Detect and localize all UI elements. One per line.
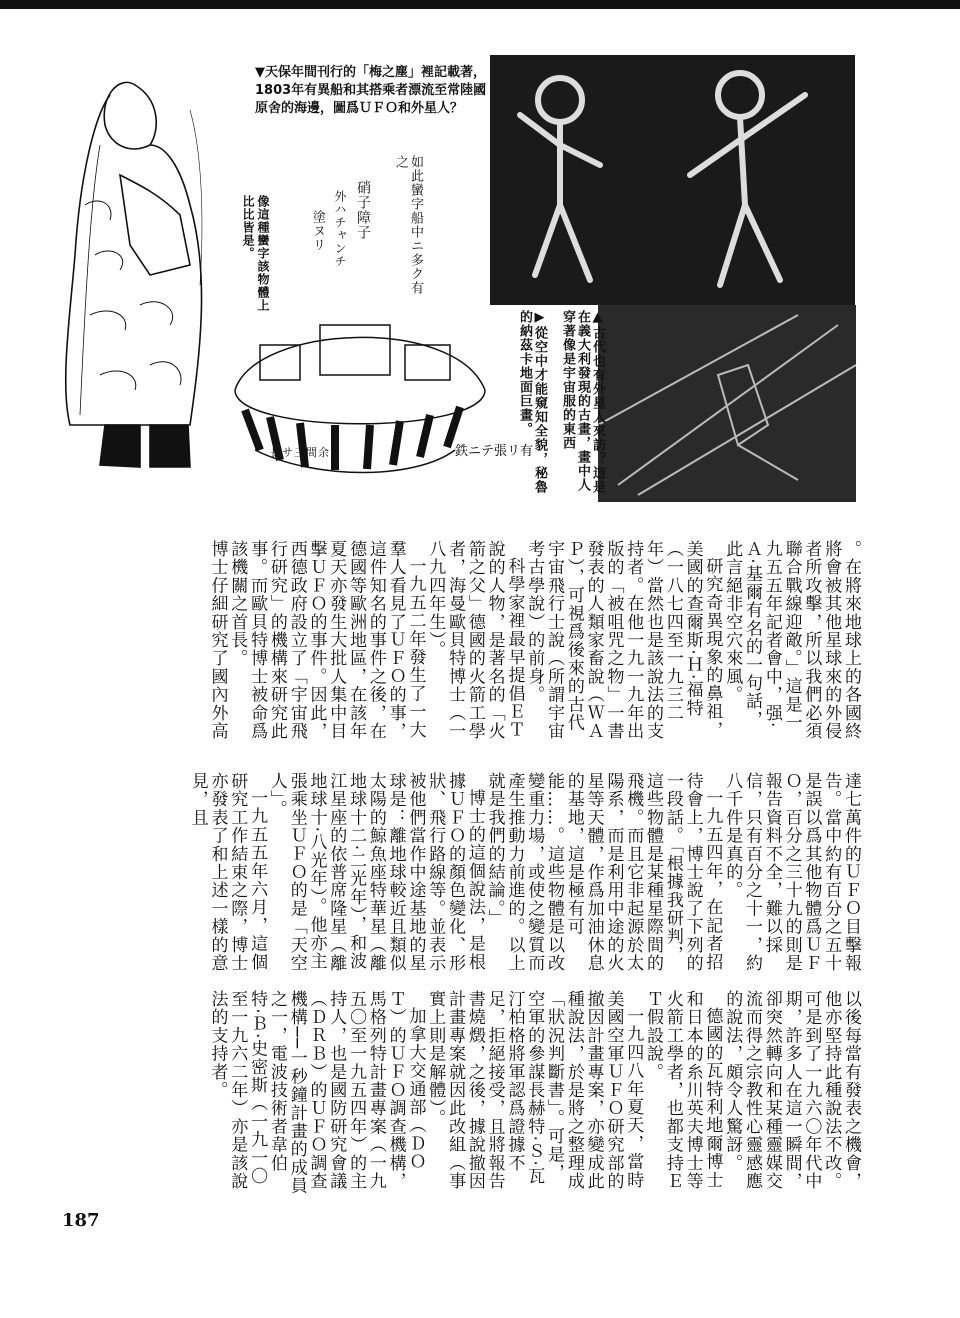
text-section-middle	[30, 772, 860, 977]
figure-caption-top: ▼天保年間刊行的「梅之塵」裡記載著，1803年有異船和其搭乘者漂流至常陸國原舍的海邊，圖爲ＵＦＯ和外星人？	[255, 65, 487, 116]
illustration-robed-figure	[40, 55, 240, 495]
illustration-inscription-2: 硝子障子	[355, 180, 371, 240]
text-section-bottom	[30, 990, 860, 1195]
paragraph: 研究奇異現象的鼻祖，美國的查爾斯‧Ｈ‧福特（一八七四至一九三二年）當然也是該說法的支持者。在他一九一九年出版的「被咀咒之物」一書發表的人類家畜說（ＷＡＰ），可視爲後來的古代宇宙飛行士說（所謂宇宙考古學說）的前身。	[524, 540, 723, 741]
paragraph: 一九五四年，在記者招待會上，博士說了下列的一段話。「根據我研判，這些物體是某種星際間的飛機。而且它非起源於太陽系，而是利用中途的火星等天體，作爲加油休息的基地，這是極有可能……。這些物體是以改變重力場，或使之變質而產生推動力前進的。以上就是我們的結論。」	[484, 772, 723, 973]
page-top-rule	[0, 0, 960, 9]
figure-caption-side: ▲古代也有外星人來訪？這是在義大利發現的古畫，畫中人穿著像是宇宙服的東西	[560, 310, 605, 494]
paragraph: 博士的這個說法，是根據ＵＦＯ的顏色變化、形狀、飛行路線等。並表示被他們當作中途基地的星球是：離地球較近且類似太陽的鯨魚座特華星（離地球十二‧二光年），和波江星座的依普席隆星（離地球十‧八光年）。他亦主張乘坐ＵＦＯ的是「天空人」。	[266, 772, 485, 973]
text-section-top	[30, 540, 860, 745]
paragraph: 。在將來地球上的各國終將會被其他星球來的外侵者所攻擊，所以我們必須聯合戰線迎敵。」這是一九五五年記者會中，强‧Ａ‧基爾有名的一句話，此言絕非空穴來風。	[722, 540, 861, 741]
page-number: 187	[62, 1210, 100, 1231]
illustration-inscription-1: 如此蠻字船中ニ多ク有之	[393, 155, 423, 295]
paragraph: 一九五二年發生了一大羣人看見了ＵＦＯ的事，這件知名的事件之後，在德國等歐洲地區，在該年夏天亦發生大批人集中目擊ＵＦＯ的事件。因此，西德政府設立了「宇宙飛行研究」的機構來研究此事。而歐貝特博士被命爲該機關之首長。	[227, 540, 426, 741]
illustration-note: 像這種蠻字該物體上比比皆是。	[241, 195, 270, 312]
paragraph: 以後每當有發表之機會，他亦堅持此種說法不改。可是到了一九六〇年代中期，許多人在這一瞬間，卻突然轉向和某種靈媒交流而得之宗教性心靈感應的說法，頗令人驚訝。	[722, 990, 861, 1191]
figure-caption-side2: ▶從空中才能窺知全貌，秘魯的納茲卡地面巨畫。	[517, 310, 547, 494]
illustration-inscription-3: 外ハチャンチ	[333, 190, 347, 268]
paragraph: 德國的瓦特利地爾博士和日本的糸川英夫博士等火箭工學者，也都支持ＥＴ假設說。	[643, 990, 723, 1191]
ufo-inscription-1: 鉄ニテ張リ有	[455, 444, 534, 459]
paragraph: 加拿大交通部（ＤＯＴ）的ＵＦＯ調查機構，馬格列特計畫專案（一九五〇至一九五四年）的主持人，也是國防研究會議（ＤＲＢ）的ＵＦＯ調查機構──一秒鐘計畫的成員之一，電波技術者韋伯特‧Ｂ‧史密斯（一九一〇至一九六二年）亦是該說法的支持者。	[207, 990, 426, 1195]
photo-nazca-lines	[598, 305, 856, 502]
photo-ancient-painting	[490, 55, 855, 305]
paragraph: 一九五五年六月，這個研究工作結束之際，博士亦發表了和上述一樣的意見，且	[187, 772, 268, 973]
paragraph: 一九四八年夏天，當時美國空軍ＵＦＯ研究部的撤因計畫專案，亦變成此種說法，於是將之整理成「狀況判斷書」。可是，空軍的參謀長赫特‧Ｓ‧瓦汀柏格將軍認爲證據不足，拒絕接受，且將報告書燒燬，之後，據說撤因計畫專案就因此改組（事實上則是解體）。	[425, 990, 644, 1191]
paragraph: 達七萬件的ＵＦＯ目擊報告。當中約有百分之五十是誤以爲其他物體爲ＵＦＯ，百分之三十九的則是報告資料不全，難以採信，只有百分之十一，約八千件是真的。	[722, 772, 861, 973]
paragraph: 博士仔細研究了國內外高	[207, 540, 228, 741]
illustration-inscription-4: 塗ヌリ	[310, 210, 325, 252]
paragraph: 科學家裡最早提倡ＥＴ說的人物，是著名的「火箭之父」德國的火箭工學者，海曼歐貝特博士（一八九四年生）。	[425, 540, 525, 741]
illustration-inscription-6: 長サ三間余	[270, 446, 330, 459]
